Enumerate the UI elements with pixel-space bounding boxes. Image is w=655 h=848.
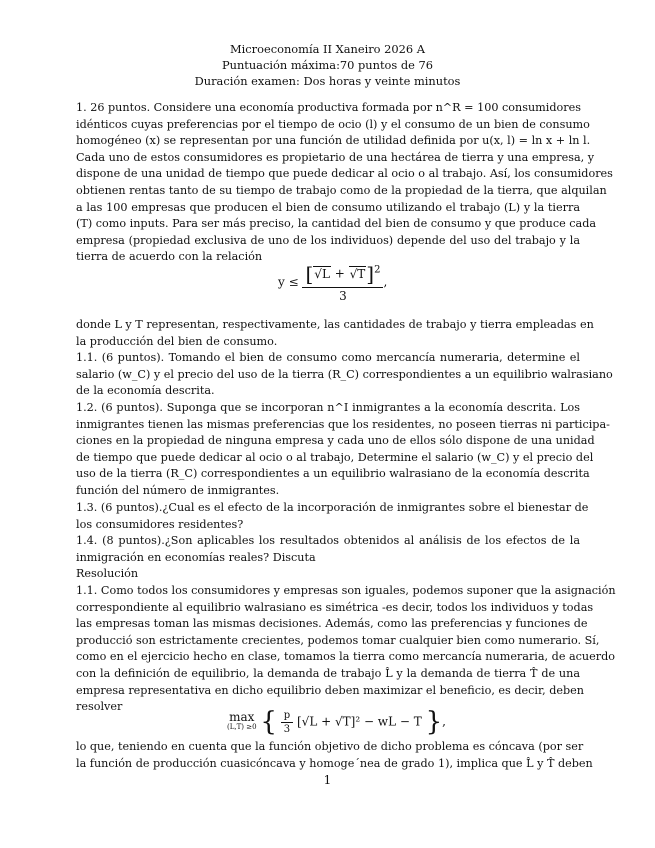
- equation-denominator: 3: [339, 289, 347, 303]
- text-line: lo que, teniendo en cuenta que la función objetivo de dicho problema es cóncava (por ser: [76, 740, 584, 753]
- equation-plus: +: [334, 266, 345, 281]
- text-line: correspondiente al equilibrio walrasiano es simétrica -es decir, todos los individuos y todas: [76, 600, 594, 614]
- question-1-2: [76, 400, 610, 500]
- equation-comma: ,: [383, 275, 388, 289]
- text-line: como en el ejercicio hecho en clase, tomamos la tierra como mercancía numeraria, de acuerdo: [76, 650, 616, 664]
- question-1-4: [76, 533, 580, 566]
- sqrt-t: √T: [349, 266, 366, 281]
- question-1-3: [76, 500, 589, 533]
- text-line: donde L y T representan, respectivamente, las cantidades de trabajo y tierra empleadas en: [76, 318, 594, 331]
- question-1-1: [76, 350, 613, 400]
- exam-title: Microeconomía II Xaneiro 2026 A: [229, 42, 425, 56]
- text-line: (T) como inputs. Para ser más preciso, la cantidad del bien de consumo y que produce cada: [76, 217, 597, 231]
- text-line: obtienen rentas tanto de su tiempo de trabajo como de la propiedad de la tierra, que alquilan: [76, 183, 607, 197]
- page-number: 1: [323, 773, 332, 787]
- text-line: función del número de inmigrantes.: [76, 483, 280, 497]
- objective-body: [√L + √T]² − wL − T: [297, 714, 422, 729]
- text-line: resolver: [76, 700, 123, 714]
- text-line: la función de producción cuasicóncava y homoge´nea de grado 1), implica que L̂ y T̂ deben: [76, 756, 593, 770]
- price-fraction: $\frac{p}{3}$: [281, 710, 293, 735]
- text-line: 1.1. (6 puntos). Tomando el bien de consumo como mercancía numeraria, determine el: [76, 351, 580, 364]
- text-line: ciones en la propiedad de ninguna empresa y cada uno de ellos sólo dispone de una unidad: [76, 434, 595, 448]
- text-line: salario (w_C) y el precio del uso de la tierra (R_C) correspondientes a un equilibrio walrasiano: [76, 367, 613, 381]
- text-line: 1. 26 puntos. Considere una economía productiva formada por n^R = 100 consumidores: [76, 101, 581, 114]
- equation-exponent: 2: [374, 264, 381, 276]
- max-operator: max: [229, 710, 255, 724]
- max-subscript: (L,T) ≥0: [227, 723, 257, 731]
- text-line: empresa representativa en dicho equilibrio deben maximizar el beneficio, es decir, deben: [76, 683, 584, 697]
- problem-continuation: [76, 317, 594, 350]
- text-line: homogéneo (x) se representan por una función de utilidad definida por u(x, l) = ln x + ln l.: [76, 134, 591, 148]
- exam-score: Puntuación máxima:70 puntos de 76: [221, 58, 434, 72]
- text-line: a las 100 empresas que producen el bien de consumo utilizando el trabajo (L) y la tierra: [76, 200, 580, 214]
- text-line: uso de la tierra (R_C) correspondientes a un equilibrio walrasiano de la economía descrita: [76, 467, 590, 481]
- problem-statement: [76, 100, 613, 266]
- text-line: 1.4. (8 puntos).¿Son aplicables los resultados obtenidos al análisis de los efectos de la: [76, 534, 580, 547]
- text-line: con la definición de equilibrio, la demanda de trabajo L̂ y la demanda de tierra T̂ de una: [76, 666, 580, 680]
- text-line: de tiempo que puede dedicar al ocio o al trabajo, Determine el salario (w_C) y el precio del: [76, 450, 594, 464]
- text-line: inmigrantes tienen las mismas preferencias que los residentes, no poseen tierras ni participa-: [76, 417, 610, 431]
- text-line: 1.3. (6 puntos).¿Cual es el efecto de la incorporación de inmigrantes sobre el bienestar de: [76, 501, 589, 514]
- text-line: tierra de acuerdo con la relación: [76, 250, 263, 264]
- resolucion-heading: Resolución: [76, 567, 139, 580]
- equation-lhs: y ≤: [278, 275, 299, 289]
- text-line: idénticos cuyas preferencias por el tiempo de ocio (l) y el consumo de un bien de consumo: [76, 117, 590, 131]
- equation-fraction: $\frac{[√L + √T]^2}{3}$: [302, 262, 383, 303]
- text-line: de la economía descrita.: [76, 384, 215, 398]
- text-line: inmigración en economías reales? Discuta: [76, 550, 316, 564]
- text-line: las empresas toman las mismas decisiones. Además, como las preferencias y funciones de: [76, 617, 588, 631]
- text-line: Cada uno de estos consumidores es propietario de una hectárea de tierra y una empresa, y: [76, 150, 595, 164]
- closing-paragraph: [76, 739, 593, 772]
- sqrt-l: √L: [314, 266, 330, 281]
- production-equation: [278, 262, 387, 303]
- text-line: la producción del bien de consumo.: [76, 334, 278, 348]
- profit-max-equation: max (L,T) ≥0 { $\frac{p}{3}$ [√L + √T]² − wL − T },: [227, 707, 446, 737]
- text-line: empresa (propiedad exclusiva de uno de los individuos) depende del uso del trabajo y la: [76, 233, 580, 247]
- text-line: los consumidores residentes?: [76, 517, 244, 531]
- resolucion-body: [76, 583, 616, 716]
- text-line: producció son estrictamente crecientes, podemos tomar cualquier bien como numerario. Sí,: [76, 633, 600, 647]
- text-line: dispone de una unidad de tiempo que puede dedicar al ocio o al trabajo. Así, los consumidores: [76, 167, 613, 181]
- text-line: 1.2. (6 puntos). Suponga que se incorporan n^I inmigrantes a la economía descrita. Los: [76, 401, 580, 414]
- text-line: 1.1. Como todos los consumidores y empresas son iguales, podemos suponer que la asignación: [76, 584, 616, 597]
- exam-duration: Duración examen: Dos horas y veinte minutos: [194, 74, 461, 88]
